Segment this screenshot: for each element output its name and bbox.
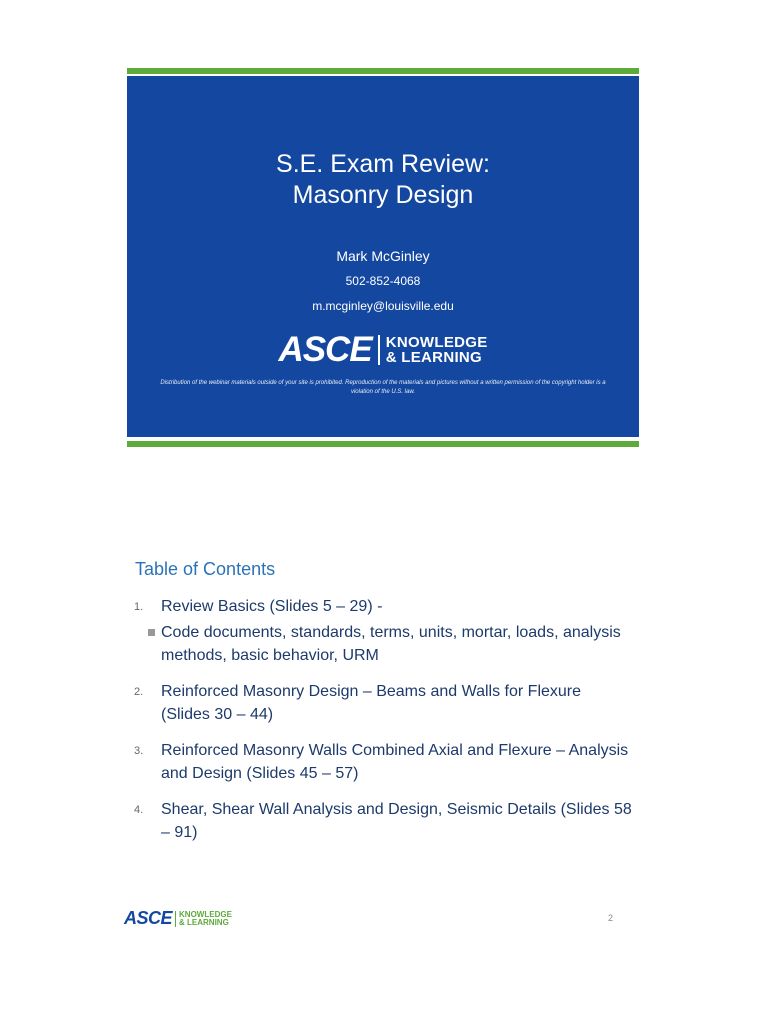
- toc-item-text: Review Basics (Slides 5 – 29) -: [161, 598, 383, 615]
- footer-logo-divider: [175, 911, 176, 927]
- toc-item: [134, 680, 634, 726]
- slide-title-line1: S.E. Exam Review:: [276, 150, 490, 178]
- toc-item-number: 2.: [134, 686, 144, 698]
- asce-logo: [127, 332, 639, 368]
- footer-asce-logo: [124, 908, 232, 929]
- page-number: 2: [608, 913, 614, 923]
- presenter-name: Mark McGinley: [336, 248, 430, 264]
- toc-item-number: 4.: [134, 804, 144, 816]
- toc-subitem-text: Code documents, standards, terms, units, mortar, loads, analysis methods, basic behavior, URM: [161, 624, 621, 664]
- footer-logo-wordmark: ASCE: [124, 908, 173, 928]
- logo-subtitle-line2: & LEARNING: [385, 349, 483, 366]
- asce-logo-wordmark: ASCE: [278, 330, 372, 369]
- top-accent-bar: [127, 68, 639, 74]
- bottom-accent-bar: [127, 441, 639, 447]
- presenter-phone: 502-852-4068: [345, 274, 421, 288]
- logo-subtitle: [386, 335, 488, 365]
- toc-subitem: [134, 621, 634, 667]
- toc-item-text: Reinforced Masonry Walls Combined Axial and Flexure – Analysis and Design (Slides 45 – 57): [161, 742, 629, 782]
- toc-item-number: 1.: [134, 601, 144, 613]
- toc-heading: Table of Contents: [135, 559, 276, 579]
- toc-list: [134, 595, 634, 857]
- toc-item: [134, 595, 634, 667]
- toc-item: [134, 798, 634, 844]
- title-slide: [127, 76, 639, 437]
- toc-item-text: Reinforced Masonry Design – Beams and Walls for Flexure (Slides 30 – 44): [161, 683, 582, 723]
- toc-item: [134, 739, 634, 785]
- footer-logo-line1: KNOWLEDGE: [179, 909, 232, 919]
- toc-item-number: 3.: [134, 745, 144, 757]
- presenter-email: m.mcginley@louisville.edu: [312, 299, 454, 313]
- logo-subtitle-line1: KNOWLEDGE: [385, 334, 488, 351]
- slide-title-line2: Masonry Design: [292, 181, 474, 209]
- logo-divider: [378, 335, 380, 365]
- copyright-disclaimer: Distribution of the webinar materials outside of your site is prohibited. Reproduction of the materials and pictures without a written permission of the copyright holder is a violation of the U.S. law.: [160, 380, 606, 395]
- footer-logo-subtitle: [179, 911, 232, 927]
- footer-logo-line2: & LEARNING: [179, 917, 229, 927]
- toc-item-text: Shear, Shear Wall Analysis and Design, Seismic Details (Slides 58 – 91): [161, 801, 632, 841]
- square-bullet-icon: [148, 629, 155, 636]
